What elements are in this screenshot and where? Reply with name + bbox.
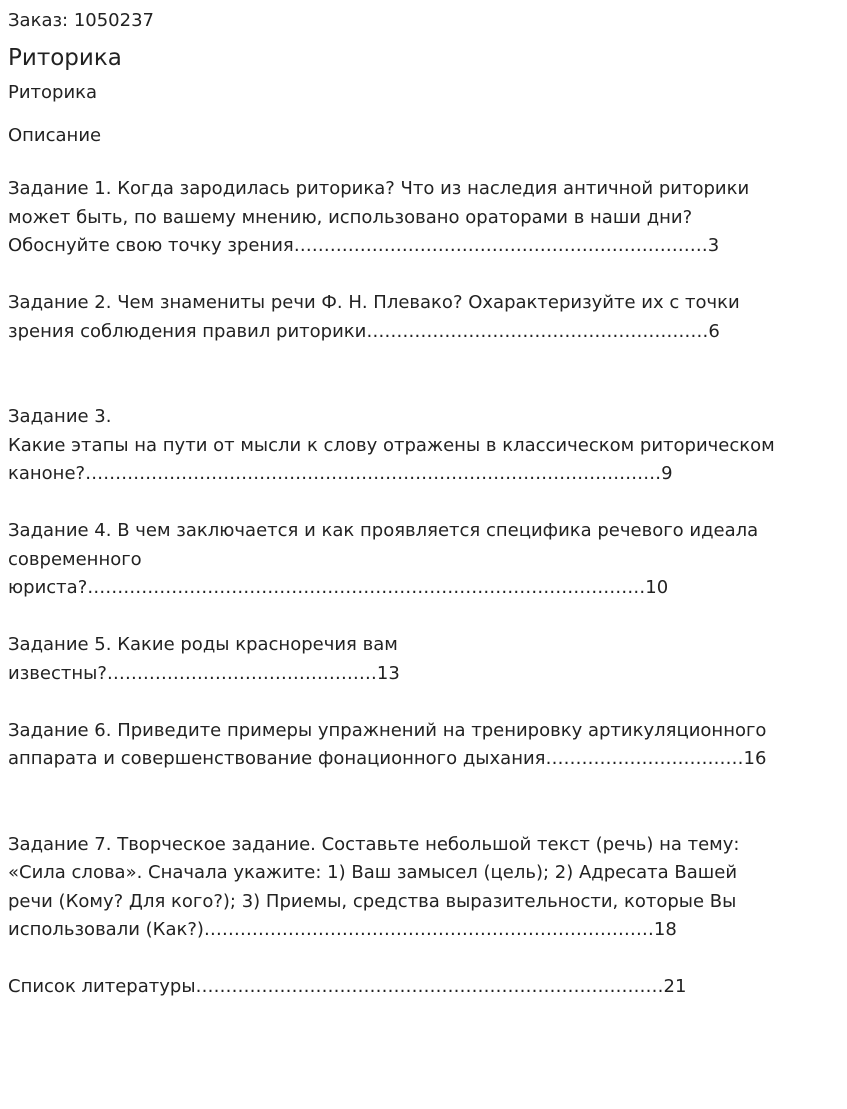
order-number: Заказ: 1050237 [8, 10, 154, 31]
toc-item-bibliography: Список литературы……………………………………………………………………21 [8, 976, 687, 997]
page-subtitle: Риторика [8, 82, 98, 103]
toc-item-task-7: Задание 7. Творческое задание. Составьте небольшой текст (речь) на тему: «Сила слова». Сначала укажите: 1) Ваш замысел (цель); 2) Адресата Вашей речи (Кому? Для кого?); 3) Приемы, средства выразительности, которые Вы использовали (Как?)…………………………………………………………………18 [8, 833, 740, 940]
table-of-contents [8, 175, 839, 1002]
toc-item-task-3: Задание 3. Какие этапы на пути от мысли к слову отражены в классическом риторическом каноне?……………………………………………………………………………………9 [8, 406, 775, 484]
page-title: Риторика [8, 45, 122, 71]
toc-item-task-6: Задание 6. Приведите примеры упражнений на тренировку артикуляционного аппарата и совершенствование фонационного дыхания……………………………16 [8, 719, 767, 769]
toc-item-task-4: Задание 4. В чем заключается и как проявляется специфика речевого идеала современного юриста?…………………………………………………………………………………10 [8, 520, 759, 598]
toc-item-task-1: Задание 1. Когда зародилась риторика? Что из наследия античной риторики может быть, по вашему мнению, использовано ораторами в наши дни? Обоснуйте свою точку зрения……………………………………………………………3 [8, 178, 750, 256]
toc-item-task-5: Задание 5. Какие роды красноречия вам известны?………………………………………13 [8, 634, 400, 684]
description-label: Описание [8, 125, 102, 146]
toc-item-task-2: Задание 2. Чем знамениты речи Ф. Н. Плевако? Охарактеризуйте их с точки зрения соблюдения правил риторики…………………………………………………6 [8, 292, 740, 342]
